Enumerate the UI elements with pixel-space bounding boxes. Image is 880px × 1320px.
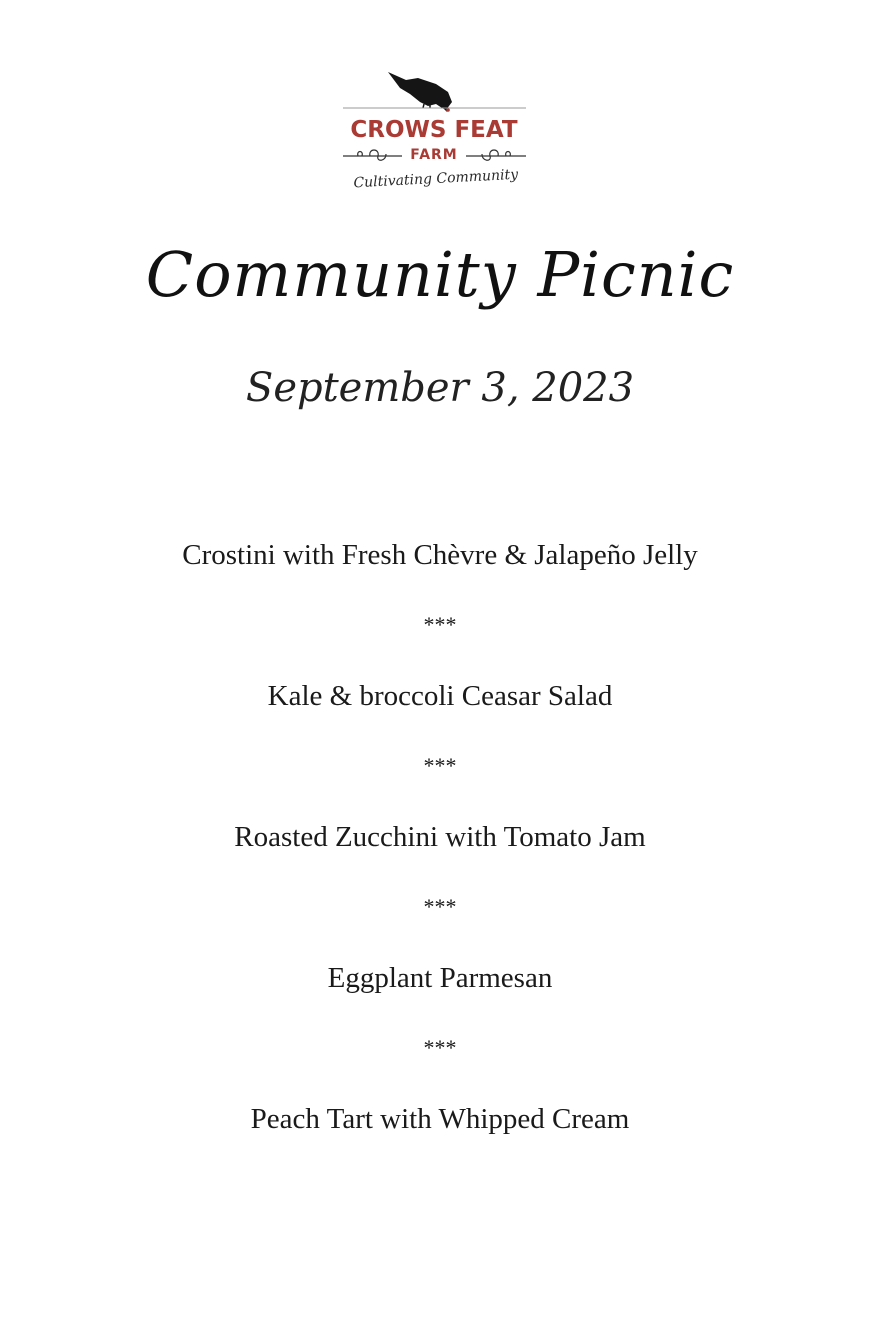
menu-item: Crostini with Fresh Chèvre & Jalapeño Jelly [182, 539, 698, 571]
crow-icon [388, 72, 452, 112]
menu-item: Eggplant Parmesan [327, 962, 553, 994]
logo-farm: FARM [410, 147, 458, 163]
logo-tagline: Cultivating Community [353, 166, 519, 192]
logo-graphic [340, 64, 530, 196]
menu-item: Roasted Zucchini with Tomato Jam [234, 821, 646, 853]
menu-separator: *** [423, 1035, 457, 1060]
event-title: Community Picnic [145, 238, 735, 311]
logo-name: CROWS FEAT [350, 117, 518, 143]
left-flourish [343, 150, 402, 160]
farm-logo [340, 64, 530, 196]
menu-item: Peach Tart with Whipped Cream [250, 1103, 630, 1135]
menu-separator: *** [423, 612, 457, 637]
right-flourish [466, 150, 526, 160]
menu-item: Kale & broccoli Ceasar Salad [267, 680, 613, 712]
menu-separator: *** [423, 894, 457, 919]
menu-separator: *** [423, 753, 457, 778]
event-date: September 3, 2023 [245, 365, 635, 411]
